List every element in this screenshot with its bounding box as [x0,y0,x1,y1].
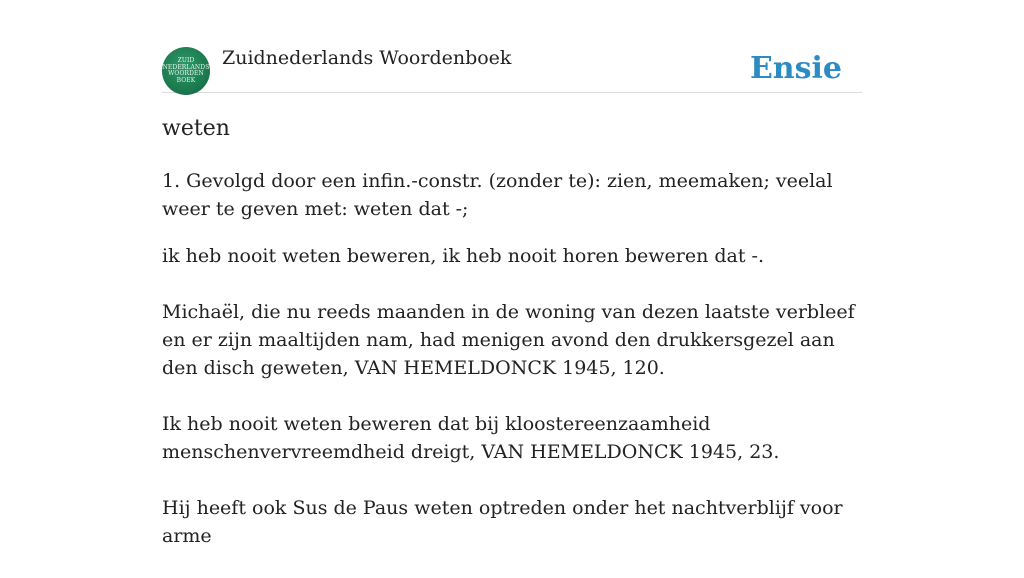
brand-logo[interactable]: Ensie [749,51,842,86]
example-citation: ik heb nooit weten beweren, ik heb nooit horen beweren dat -. [162,245,764,267]
dictionary-title[interactable]: Zuidnederlands Woordenboek [222,47,512,69]
headword: weten [162,116,230,141]
definition: 1. Gevolgd door een infin.-constr. (zonder te): zien, meemaken; veelal weer te geven met: weten dat -; [162,170,833,220]
logo-text-line: NEDERLANDS [162,63,210,71]
logo-text-line: BOEK [176,76,196,84]
example-citation: Michaël, die nu reeds maanden in de woning van dezen laatste verbleef en er zijn maaltijden nam, had menigen avond den drukkersgezel aan den disch geweten, VAN HEMELDONCK 1945, 120. [162,301,855,379]
logo-text-line: WOORDEN [168,70,204,77]
site-header [162,46,862,93]
logo-text-line: ZUID [177,57,195,64]
example-citation: Ik heb nooit weten beweren dat bij kloostereenzaamheid menschenvervreemdheid dreigt, VAN HEMELDONCK 1945, 23. [162,413,780,463]
example-citation: Hij heeft ook Sus de Paus weten optreden onder het nachtverblijf voor arme [162,497,843,547]
dictionary-logo[interactable] [162,47,210,95]
entry-content [162,112,862,578]
